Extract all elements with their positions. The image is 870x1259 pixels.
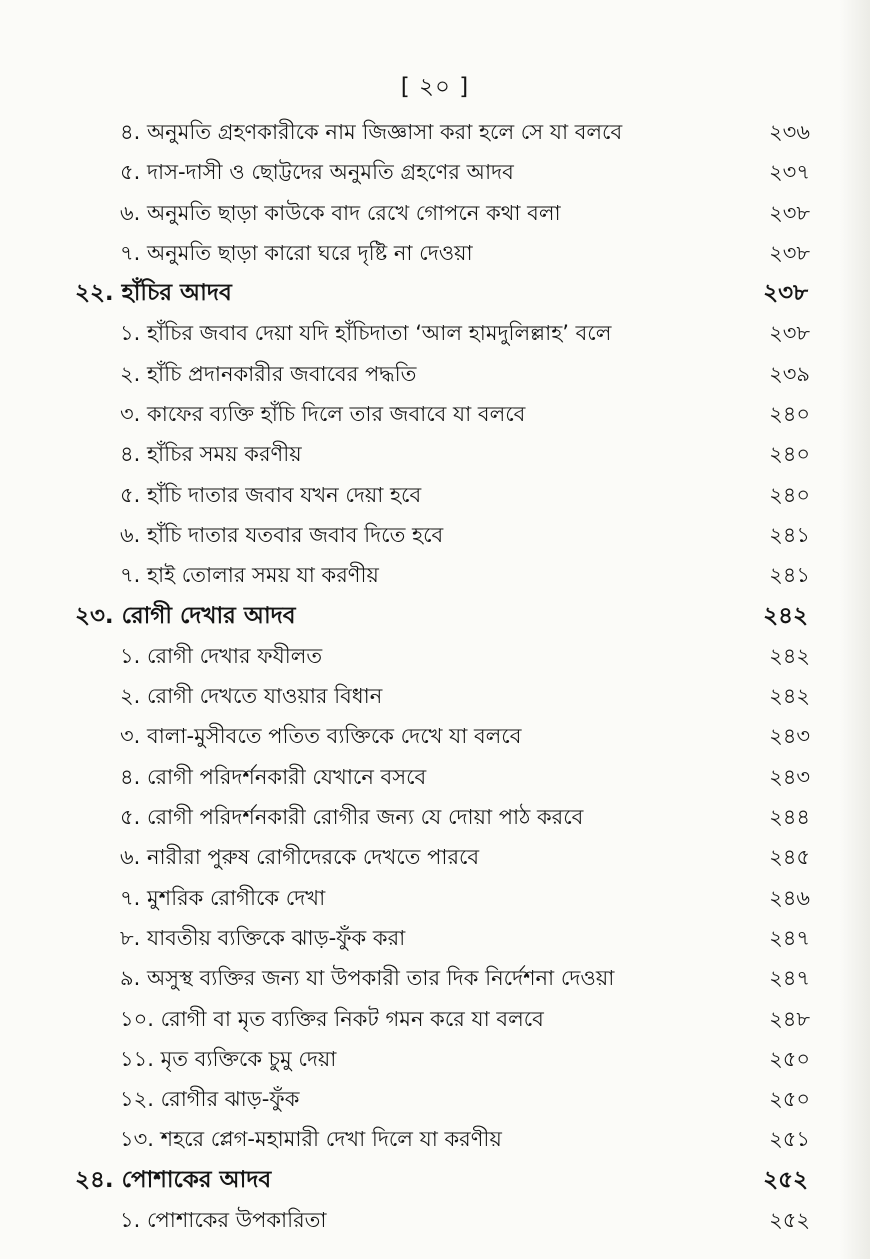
page-reference: ২৪২ [769,643,810,668]
entry-title: ৯. অসুস্থ ব্যক্তির জন্য যা উপকারী তার দিক নির্দেশনা দেওয়া [120,966,615,991]
page-edge-shadow [840,0,870,1259]
toc-entry [0,716,870,756]
entry-title: ৪. হাঁচির সময় করণীয় [120,442,302,467]
page-reference: ২৫১ [769,1127,810,1152]
table-of-contents [0,112,870,1240]
page-reference: ২৩৯ [769,361,810,386]
toc-entry [0,555,870,595]
entry-title: ৬. নারীরা পুরুষ রোগীদেরকে দেখতে পারবে [120,845,480,870]
page-reference: ২৪০ [769,482,810,507]
toc-entry [0,958,870,998]
entry-title: ৬. হাঁচি দাতার যতবার জবাব দিতে হবে [120,522,444,547]
page-reference: ২৩৮ [769,200,810,225]
entry-title: ৩. বালা-মুসীবতে পতিত ব্যক্তিকে দেখে যা বলবে [120,724,522,749]
toc-entry [0,1079,870,1119]
page-reference: ২৪২ [769,684,810,709]
page-reference: ২৪৬ [769,885,810,910]
toc-entry [0,1039,870,1079]
page-reference: ২৪৩ [769,724,810,749]
page-reference: ২৫২ [763,1166,808,1193]
toc-entry [0,193,870,233]
toc-entry [0,475,870,515]
page-reference: ২৩৮ [769,240,810,265]
toc-entry [0,636,870,676]
toc-entry [0,152,870,192]
page-reference: ২৫০ [769,1046,810,1071]
toc-section-heading [0,1160,870,1200]
toc-entry [0,434,870,474]
page-reference: ২৪০ [769,402,810,427]
page-reference: ২৪৫ [769,845,810,870]
entry-title: ৬. অনুমতি ছাড়া কাউকে বাদ রেখে গোপনে কথা বলা [120,200,561,225]
entry-title: ৫. হাঁচি দাতার জবাব যখন দেয়া হবে [120,482,422,507]
toc-entry [0,354,870,394]
page-reference: ২৩৬ [769,120,810,144]
entry-title: ৩. কাফের ব্যক্তি হাঁচি দিলে তার জবাবে যা বলবে [120,402,526,427]
page-number-header: [ ২০ ] [400,74,470,100]
page-reference: ২৩৮ [763,280,808,307]
toc-entry [0,233,870,273]
entry-title: ২. হাঁচি প্রদানকারীর জবাবের পদ্ধতি [120,361,417,386]
entry-title: ৭. মুশরিক রোগীকে দেখা [120,885,326,910]
entry-title: ৮. যাবতীয় ব্যক্তিকে ঝাড়-ফুঁক করা [120,925,406,950]
entry-title: ২. রোগী দেখতে যাওয়ার বিধান [120,684,383,709]
entry-title: ৪. রোগী পরিদর্শনকারী যেখানে বসবে [120,764,427,789]
entry-title: ৫. দাস-দাসী ও ছোট্টদের অনুমতি গ্রহণের আদব [120,160,514,185]
entry-title: ১০. রোগী বা মৃত ব্যক্তির নিকট গমন করে যা বলবে [120,1006,544,1031]
toc-entry [0,797,870,837]
entry-title: ৪. অনুমতি গ্রহণকারীকে নাম জিজ্ঞাসা করা হলে সে যা বলবে [120,120,623,144]
entry-title: ১১. মৃত ব্যক্তিকে চুমু দেয়া [120,1046,337,1071]
section-title: ২৪. পোশাকের আদব [75,1166,272,1193]
page-reference: ২৪৭ [769,925,810,950]
toc-entry [0,837,870,877]
page-reference: ২৪০ [769,442,810,467]
entry-title: ১. হাঁচির জবাব দেয়া যদি হাঁচিদাতা ‘আল হামদুলিল্লাহ’ বলে [120,321,612,346]
toc-entry [0,1200,870,1240]
page-reference: ২৪৭ [769,966,810,991]
entry-title: ১৩. শহরে প্লেগ-মহামারী দেখা দিলে যা করণীয় [120,1127,502,1152]
toc-entry [0,313,870,353]
toc-entry [0,394,870,434]
toc-entry [0,676,870,716]
section-title: ২২. হাঁচির আদব [75,280,232,307]
page-reference: ২৪১ [769,522,810,547]
page-reference: ২৪৪ [769,805,810,830]
entry-title: ৫. রোগী পরিদর্শনকারী রোগীর জন্য যে দোয়া পাঠ করবে [120,805,584,830]
toc-entry [0,515,870,555]
entry-title: ১২. রোগীর ঝাড়-ফুঁক [120,1087,300,1112]
toc-section-heading [0,596,870,636]
entry-title: ১. রোগী দেখার ফযীলত [120,643,323,668]
page-reference: ২৪৮ [769,1006,810,1031]
page-reference: ২৪১ [769,563,810,588]
page-reference: ২৩৭ [769,160,810,185]
page-reference: ২৪২ [763,602,808,629]
toc-entry [0,878,870,918]
toc-entry [0,112,870,152]
page-reference: ২৫২ [769,1208,810,1233]
toc-section-heading [0,273,870,313]
toc-entry [0,999,870,1039]
page-reference: ২৩৮ [769,321,810,346]
page-reference: ২৫০ [769,1087,810,1112]
toc-entry [0,918,870,958]
entry-title: ১. পোশাকের উপকারিতা [120,1208,327,1233]
page-reference: ২৪৩ [769,764,810,789]
toc-entry [0,757,870,797]
entry-title: ৭. অনুমতি ছাড়া কারো ঘরে দৃষ্টি না দেওয়া [120,240,473,265]
entry-title: ৭. হাই তোলার সময় যা করণীয় [120,563,379,588]
section-title: ২৩. রোগী দেখার আদব [75,602,296,629]
toc-entry [0,1119,870,1159]
